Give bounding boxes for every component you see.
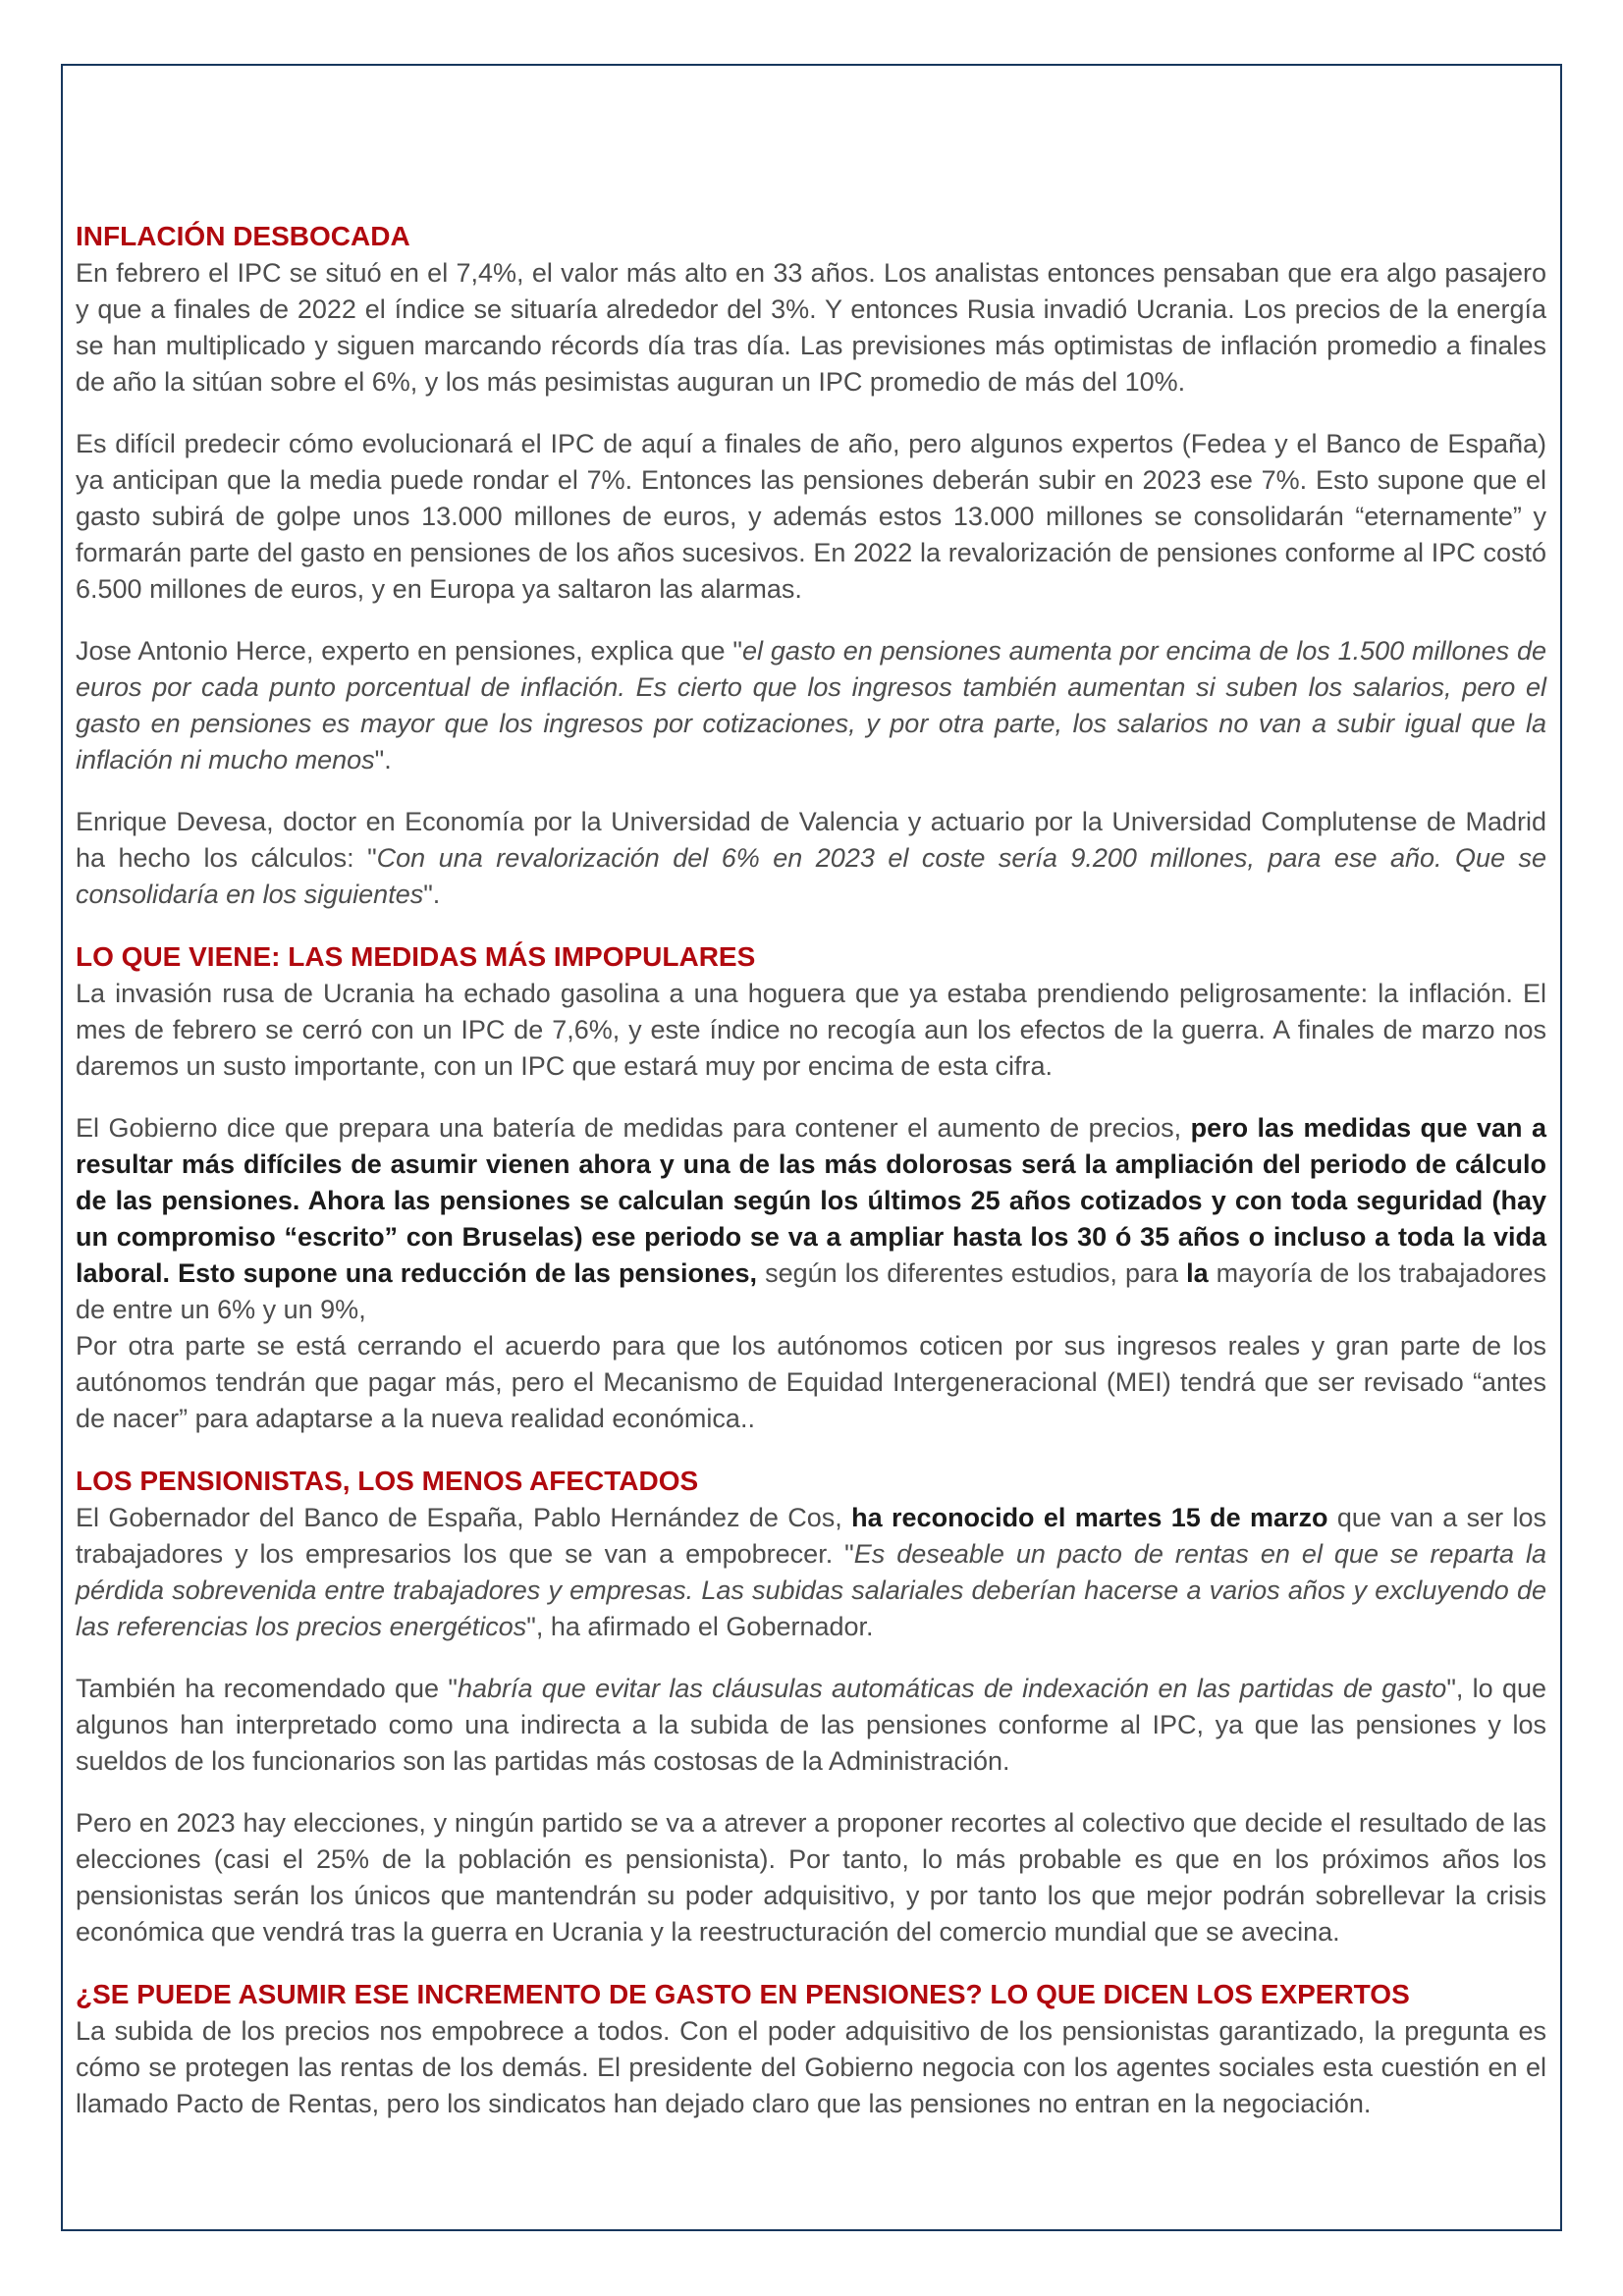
text-run: El Gobierno dice que prepara una batería de medidas para contener el aumento de precios, — [76, 1113, 1191, 1143]
paragraph — [76, 1110, 1546, 1437]
paragraph — [76, 804, 1546, 913]
text-run: La subida de los precios nos empobrece a todos. Con el poder adquisitivo de los pensionistas garantizado, la pregunta es cómo se protegen las rentas de los demás. El presidente del Gobierno negocia con los agentes sociales esta cuestión en el llamado Pacto de Rentas, pero los sindicatos han dejado claro que las pensiones no entran en la negociación. — [76, 2016, 1546, 2118]
section-heading: LOS PENSIONISTAS, LOS MENOS AFECTADOS — [76, 1466, 699, 1496]
paragraph — [76, 1805, 1546, 1950]
text-run: Enrique Devesa, doctor en Economía por la Universidad de Valencia y actuario por la Universidad Complutense de Madrid ha hecho los cálculos: " — [76, 807, 1546, 873]
text-run: Pero en 2023 hay elecciones, y ningún partido se va a atrever a proponer recortes al colectivo que decide el resultado de las elecciones (casi el 25% de la población es pensionista). Por tanto, lo más probable es que en los próximos años los pensionistas serán los únicos que mantendrán su poder adquisitivo, y por tanto los que mejor podrán sobrellevar la crisis económica que vendrá tras la guerra en Ucrania y la reestructuración del comercio mundial que se avecina. — [76, 1808, 1546, 1947]
text-run: El Gobernador del Banco de España, Pablo Hernández de Cos, — [76, 1503, 852, 1532]
paragraph — [76, 976, 1546, 1085]
text-run: Es difícil predecir cómo evolucionará el IPC de aquí a finales de año, pero algunos expertos (Fedea y el Banco de España) ya anticipan que la media puede rondar el 7%. Entonces las pensiones deberán subir en 2023 ese 7%. Esto supone que el gasto subirá de golpe unos 13.000 millones de euros, y además estos 13.000 millones se consolidarán “eternamente” y formarán parte del gasto en pensiones de los años sucesivos. En 2022 la revalorización de pensiones conforme al IPC costó 6.500 millones de euros, y en Europa ya saltaron las alarmas. — [76, 429, 1546, 604]
text-run: En febrero el IPC se situó en el 7,4%, el valor más alto en 33 años. Los analistas entonces pensaban que era algo pasajero y que a finales de 2022 el índice se situaría alrededor del 3%. Y entonces Rusia invadió Ucrania. Los precios de la energía se han multiplicado y siguen marcando récords día tras día. Las previsiones más optimistas de inflación promedio a finales de año la sitúan sobre el 6%, y los más pesimistas auguran un IPC promedio de más del 10%. — [76, 258, 1546, 397]
text-run: La invasión rusa de Ucrania ha echado gasolina a una hoguera que ya estaba prendiendo peligrosamente: la inflación. El mes de febrero se cerró con un IPC de 7,6%, y este índice no recogía aun los efectos de la guerra. A finales de marzo nos daremos un susto importante, con un IPC que estará muy por encima de esta cifra. — [76, 979, 1546, 1081]
paragraph — [76, 2013, 1546, 2122]
text-run: mayoría de los trabajadores de entre un 6% y un 9%, — [76, 1258, 1546, 1324]
text-run: que van a ser los trabajadores y los empresarios los que se van a empobrecer. " — [76, 1503, 1546, 1569]
text-run: pero las medidas que van a resultar más difíciles de asumir vienen ahora y una de las más dolorosas será la ampliación del periodo de cálculo de las pensiones. Ahora las pensiones se calculan según los últimos 25 años cotizados y con toda seguridad (hay un compromiso “escrito” con Bruselas) ese periodo se va a ampliar hasta los 30 ó 35 años o incluso a toda la vida laboral. Esto supone una reducción de las pensiones, — [76, 1113, 1546, 1288]
text-run: según los diferentes estudios, para — [757, 1258, 1187, 1288]
text-run: habría que evitar las cláusulas automáticas de indexación en las partidas de gasto — [457, 1674, 1447, 1703]
text-run: También ha recomendado que " — [76, 1674, 458, 1703]
page-border-frame — [61, 64, 1562, 2231]
text-run: Por otra parte se está cerrando el acuerdo para que los autónomos coticen por sus ingresos reales y gran parte de los autónomos tendrán que pagar más, pero el Mecanismo de Equidad Intergeneracional (MEI) tendrá que ser revisado “antes de nacer” para adaptarse a la nueva realidad económica.. — [76, 1331, 1546, 1433]
text-run: Con una revalorización del 6% en 2023 el coste sería 9.200 millones, para ese año. Que se consolidaría en los siguientes — [76, 843, 1546, 909]
document-content — [63, 66, 1560, 2122]
text-run: la — [1186, 1258, 1209, 1288]
section-heading: ¿SE PUEDE ASUMIR ESE INCREMENTO DE GASTO EN PENSIONES? LO QUE DICEN LOS EXPERTOS — [76, 1979, 1410, 2009]
text-run: ". — [374, 745, 392, 774]
section-heading: LO QUE VIENE: LAS MEDIDAS MÁS IMPOPULARES — [76, 941, 756, 972]
paragraph — [76, 255, 1546, 400]
paragraph — [76, 1671, 1546, 1780]
paragraph — [76, 426, 1546, 608]
text-run: ", ha afirmado el Gobernador. — [526, 1612, 874, 1641]
text-run: ", lo que algunos han interpretado como una indirecta a la subida de las pensiones conforme al IPC, ya que las pensiones y los sueldos de los funcionarios son las partidas más costosas de la Administración. — [76, 1674, 1547, 1776]
paragraph — [76, 633, 1546, 778]
text-run: Jose Antonio Herce, experto en pensiones, explica que " — [76, 636, 742, 666]
text-run: el gasto en pensiones aumenta por encima de los 1.500 millones de euros por cada punto porcentual de inflación. Es cierto que los ingresos también aumentan si suben los salarios, pero el gasto en pensiones es mayor que los ingresos por cotizaciones, y por otra parte, los salarios no van a subir igual que la inflación ni mucho menos — [76, 636, 1547, 774]
paragraph — [76, 1500, 1546, 1645]
section-heading: INFLACIÓN DESBOCADA — [76, 221, 410, 251]
text-run: ha reconocido el martes 15 de marzo — [851, 1503, 1328, 1532]
text-run: Es deseable un pacto de rentas en el que se reparta la pérdida sobrevenida entre trabajadores y empresas. Las subidas salariales deberían hacerse a varios años y excluyendo de las referencias los precios energéticos — [76, 1539, 1546, 1641]
text-run: ". — [423, 880, 441, 909]
